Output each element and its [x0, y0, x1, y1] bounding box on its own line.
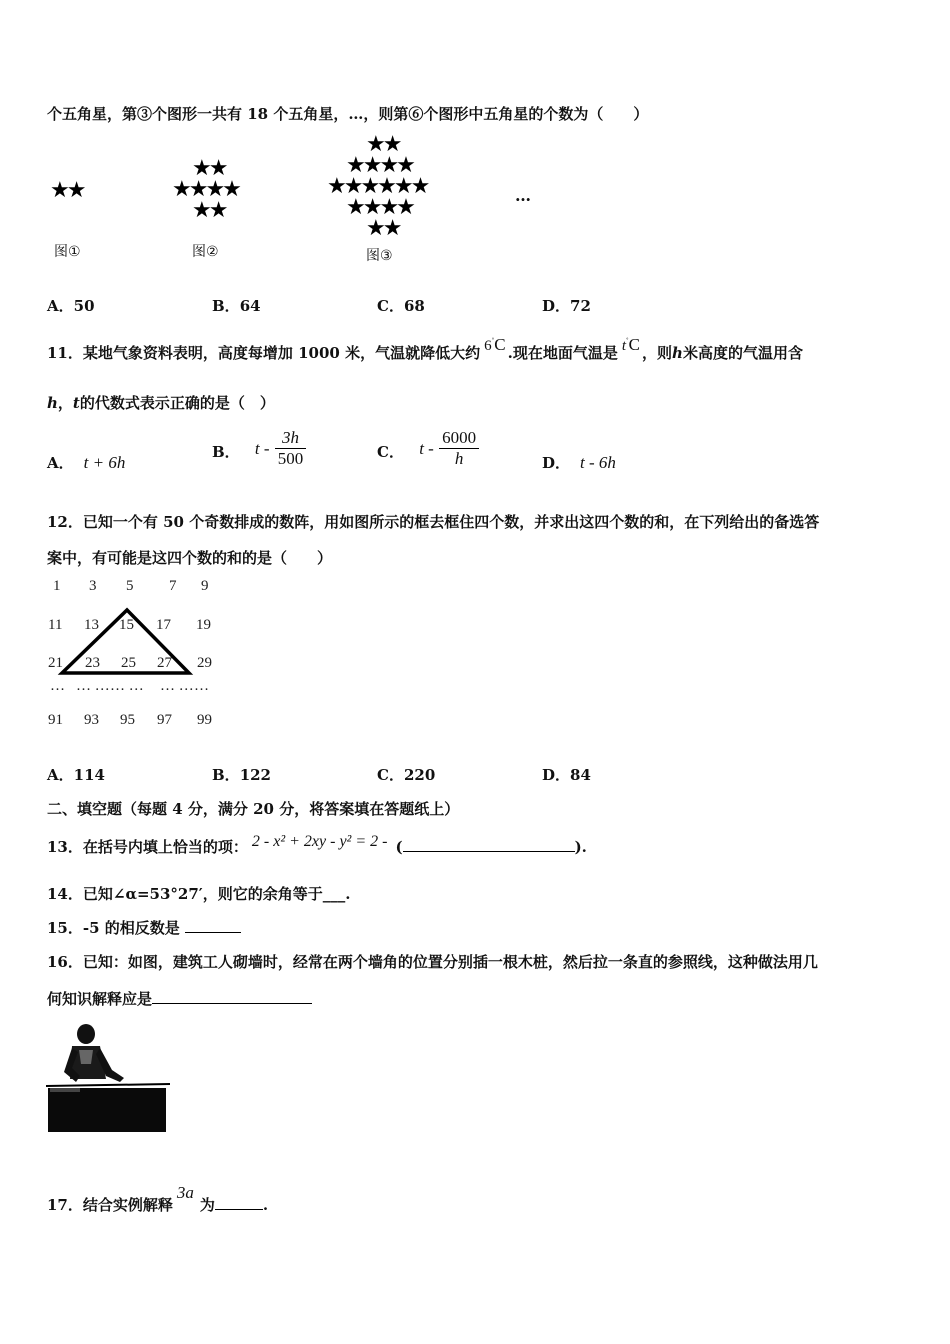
q13-answer-blank[interactable]	[403, 851, 575, 852]
array-cell: 11	[48, 617, 63, 633]
q10-text: 个五角星，第③个图形一共有 18 个五角星，…，则第⑥个图形中五角星的个数为（ ）	[47, 105, 649, 123]
array-cell: 97	[157, 712, 172, 728]
array-cell: 15	[119, 617, 134, 633]
array-cell: 99	[197, 712, 212, 728]
q12-option-c[interactable]: C．220	[377, 766, 436, 784]
q11-option-c[interactable]: C． t - $\frac{6000}{h}$	[377, 428, 479, 469]
array-cell: 13	[84, 617, 99, 633]
q16-answer-blank[interactable]	[152, 1003, 312, 1004]
array-cell: …	[50, 678, 65, 694]
array-cell: 29	[197, 655, 212, 671]
fig-label-1: 图①	[54, 244, 81, 260]
array-cell: 7	[169, 578, 177, 594]
q11-option-b[interactable]: B． t - $\frac{3h}{500}$	[212, 428, 306, 469]
q11-line1: 11．某地气象资料表明，高度每增加 1000 米，气温就降低大约 6˚C .现在地面气温是 t˚C ，则h米高度的气温用含	[47, 335, 803, 362]
triangle-frame	[55, 605, 200, 680]
q17: 17．结合实例解释3a为 .	[47, 1183, 269, 1214]
array-cell: … …	[160, 678, 194, 694]
q16-line1: 16．已知：如图，建筑工人砌墙时，经常在两个墙角的位置分别插一根木桩，然后拉一条直的参照线，这种做法用几	[47, 953, 818, 971]
q14: 14．已知∠α=53°27′，则它的余角等于___.	[47, 885, 351, 903]
array-cell: 93	[84, 712, 99, 728]
array-cell: 1	[53, 578, 61, 594]
q17-answer-blank[interactable]	[215, 1209, 263, 1210]
q10-option-a[interactable]: A．50	[47, 297, 95, 315]
array-cell: … …	[110, 678, 144, 694]
q11-line2: h，t的代数式表示正确的是（ ）	[47, 394, 275, 412]
array-cell: 19	[196, 617, 211, 633]
array-cell: 95	[120, 712, 135, 728]
figure-ellipsis: …	[515, 186, 531, 205]
array-cell: 3	[89, 578, 97, 594]
q11-option-d[interactable]: D． t - 6h	[542, 453, 616, 472]
array-cell: 17	[156, 617, 171, 633]
q16-line2: 何知识解释应是	[47, 988, 312, 1009]
q15-answer-blank[interactable]	[185, 932, 241, 933]
section-title: 二、填空题（每题 4 分，满分 20 分，将答案填在答题纸上）	[47, 800, 460, 818]
array-cell: 91	[48, 712, 63, 728]
array-cell: 9	[201, 578, 209, 594]
array-cell: …	[194, 678, 209, 694]
fig-label-3: 图③	[366, 248, 393, 264]
q10-option-c[interactable]: C．68	[377, 297, 425, 315]
array-cell: 21	[48, 655, 63, 671]
q12-option-b[interactable]: B．122	[212, 766, 271, 784]
array-cell: 27	[157, 655, 172, 671]
array-cell: … …	[76, 678, 110, 694]
q11-option-a[interactable]: A． t + 6h	[47, 453, 126, 472]
array-cell: 25	[121, 655, 136, 671]
q15: 15．-5 的相反数是	[47, 917, 241, 938]
fig-label-2: 图②	[192, 244, 219, 260]
q12-option-d[interactable]: D．84	[542, 766, 591, 784]
q12-line1: 12．已知一个有 50 个奇数排成的数阵，用如图所示的框去框住四个数，并求出这四个数的和，在下列给出的备选答	[47, 513, 820, 531]
bricklayer-image	[46, 1024, 170, 1134]
q10-option-b[interactable]: B．64	[212, 297, 261, 315]
q13: 13．在括号内填上恰当的项： 2 - x² + 2xy - y² = 2 - ( ).	[47, 833, 587, 856]
q10-option-d[interactable]: D．72	[542, 297, 591, 315]
q12-line2: 案中，有可能是这四个数的和的是（ ）	[47, 549, 333, 567]
q12-option-a[interactable]: A．114	[47, 766, 105, 784]
array-cell: 23	[85, 655, 100, 671]
array-cell: 5	[126, 578, 134, 594]
